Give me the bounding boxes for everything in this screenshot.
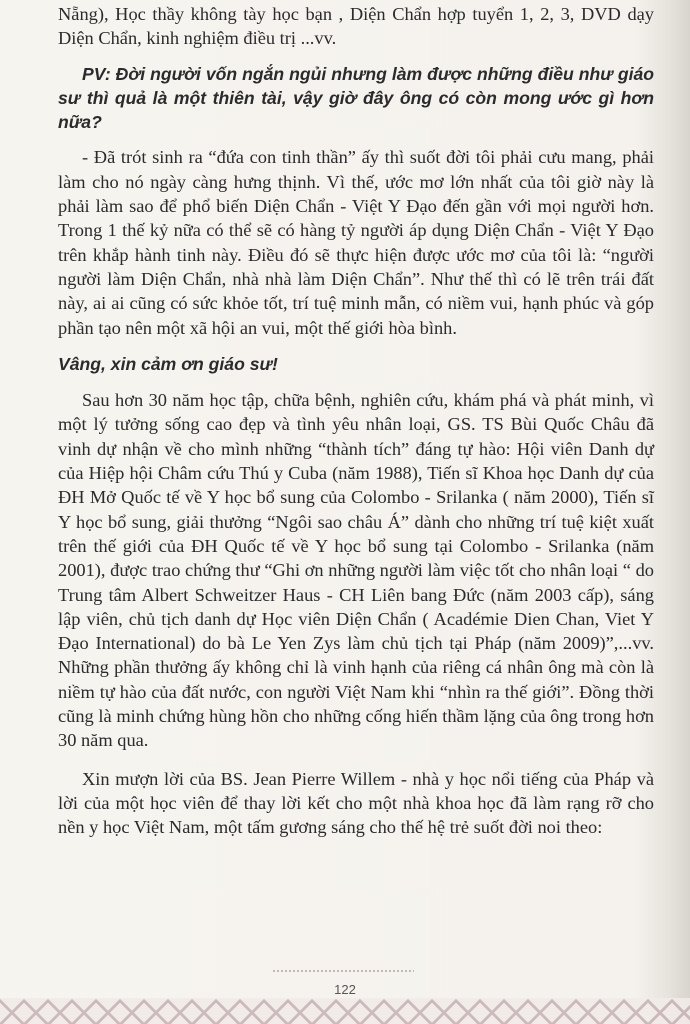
body-paragraph-2: Xin mượn lời của BS. Jean Pierre Willem - nhà y học nổi tiếng của Pháp và lời của một học viên để thay lời kết cho một nhà khoa học đã làm rạng rỡ cho nền y học Việt Nam, một tấm gương sáng cho thế hệ trẻ suốt đời noi theo:: [58, 768, 654, 838]
footer-ornament: [272, 969, 414, 973]
answer-paragraph: - Đã trót sinh ra “đứa con tinh thần” ấy thì suốt đời tôi phải cưu mang, phải làm cho nó ngày càng hưng thịnh. Vì thế, ước mơ lớn nhất của tôi giờ này là phải làm sao để phổ biến Diện Chẩn - Việt Y Đạo đến gần với mọi người hơn. Trong 1 thế kỷ nữa có thể sẽ có hàng tỷ người áp dụng Diện Chẩn - Việt Y Đạo trên khắp hành tinh này. Điều đó sẽ thực hiện được ước mơ của tôi là: “người người làm Diện Chẩn, nhà nhà làm Diện Chẩn”. Như thế thì có lẽ trên trái đất này, ai ai cũng có sức khỏe tốt, trí tuệ minh mẫn, có niềm vui, hạnh phúc và góp phần tạo nên một xã hội an vui, một thế giới hòa bình.: [58, 147, 654, 338]
interview-question: PV: Đời người vốn ngắn ngủi nhưng làm được những điều như giáo sư thì quả là một thiên tài, vậy giờ đây ông có còn mong ước gì hơn nữa?: [58, 63, 654, 133]
thanks-line: Vâng, xin cảm ơn giáo sư!: [58, 353, 278, 374]
decorative-border: [0, 998, 690, 1024]
paragraph-continued: Nẵng), Học thầy không tày học bạn , Diện Chẩn hợp tuyển 1, 2, 3, DVD dạy Diện Chẩn, kinh nghiệm điều trị ...vv.: [58, 4, 654, 49]
body-paragraph-1: Sau hơn 30 năm học tập, chữa bệnh, nghiên cứu, khám phá và phát minh, vì một lý tưởng sống cao đẹp và tình yêu nhân loại, GS. TS Bùi Quốc Châu đã vinh dự nhận về cho mình những “thành tích” đáng tự hào: Hội viên Danh dự của Hiệp hội Châm cứu Thú y Cuba (năm 1988), Tiến sĩ Khoa học Danh dự của ĐH Mở Quốc tế về Y học bổ sung của Colombo - Srilanka ( năm 2000), Tiến sĩ Y học bổ sung, giải thưởng “Ngôi sao châu Á” dành cho những trí tuệ kiệt xuất trên thế giới của ĐH Quốc tế về Y học bổ sung tại Colombo - Srilanka (năm 2001), được trao chứng thư “Ghi ơn những người làm việc tốt cho nhân loại “ do Trung tâm Albert Schweitzer Haus - CH Liên bang Đức (năm 2003 cấp), sáng lập viên, chủ tịch danh dự Học viên Diện Chẩn ( Académie Dien Chan, Viet Y Đạo International) do bà Le Yen Zys làm chủ tịch tại Pháp (năm 2009)”,...vv. Những phần thưởng ấy không chỉ là vinh hạnh của riêng cá nhân ông mà còn là niềm tự hào của đất nước, con người Việt Nam khi “nhìn ra thế giới”. Đồng thời cũng là minh chứng hùng hồn cho những cống hiến thầm lặng của ông trong hơn 30 năm qua.: [58, 390, 654, 751]
page-number: 122: [334, 982, 356, 997]
page-text: [58, 2, 654, 840]
